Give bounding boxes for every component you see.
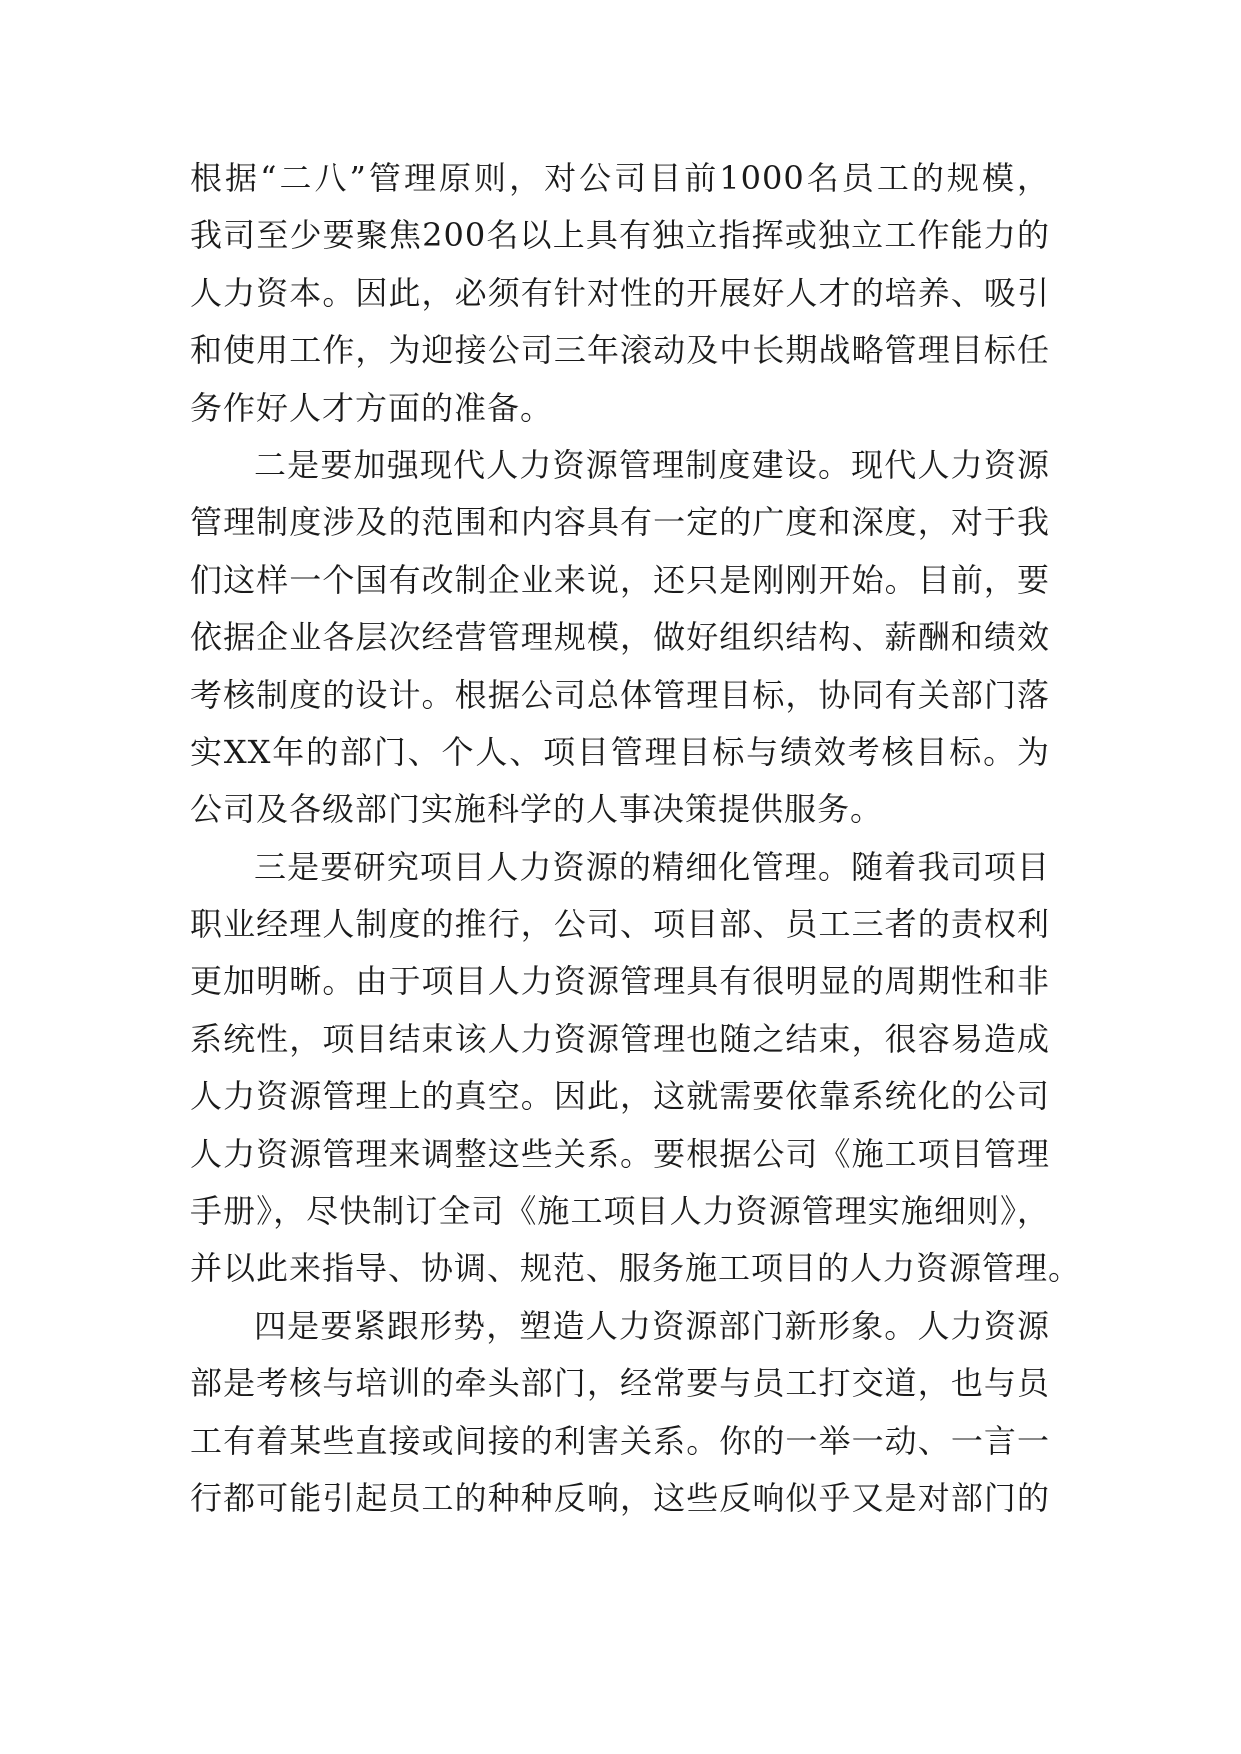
text-line: 工有着某些直接或间接的利害关系。你的一举一动、一言一 (190, 1421, 1050, 1460)
text-line: 二是要加强现代人力资源管理制度建设。现代人力资源 (254, 445, 1050, 484)
text-line: 更加明晰。由于项目人力资源管理具有很明显的周期性和非 (190, 962, 1050, 1001)
text-line: 根据“二八”管理原则，对公司目前1000名员工的规模， (190, 159, 1050, 197)
paragraph-3 (190, 839, 1082, 1298)
text-line: 人力资源管理来调整这些关系。要根据公司《施工项目管理 (190, 1134, 1050, 1173)
text-line: 们这样一个国有改制企业来说，还只是刚刚开始。目前，要 (190, 560, 1050, 599)
text-line: 我司至少要聚焦200名以上具有独立指挥或独立工作能力的 (190, 216, 1050, 255)
text-line: 并以此来指导、协调、规范、服务施工项目的人力资源管理。 (190, 1249, 1082, 1288)
document-body (190, 150, 1082, 1527)
text-line: 手册》，尽快制订全司《施工项目人力资源管理实施细则》， (190, 1192, 1050, 1231)
text-line: 管理制度涉及的范围和内容具有一定的广度和深度，对于我 (190, 503, 1050, 542)
text-line: 四是要紧跟形势，塑造人力资源部门新形象。人力资源 (254, 1306, 1050, 1345)
text-line: 公司及各级部门实施科学的人事决策提供服务。 (190, 790, 884, 829)
text-line: 职业经理人制度的推行，公司、项目部、员工三者的责权利 (190, 905, 1050, 944)
paragraph-4 (190, 1298, 1050, 1528)
text-line: 和使用工作，为迎接公司三年滚动及中长期战略管理目标任 (190, 331, 1050, 370)
text-line: 人力资源管理上的真空。因此，这就需要依靠系统化的公司 (190, 1077, 1050, 1116)
paragraph-1 (190, 150, 1050, 437)
paragraph-2 (190, 437, 1050, 839)
text-line: 系统性，项目结束该人力资源管理也随之结束，很容易造成 (190, 1019, 1050, 1058)
text-line: 三是要研究项目人力资源的精细化管理。随着我司项目 (254, 847, 1050, 886)
text-line: 实XX年的部门、个人、项目管理目标与绩效考核目标。为 (190, 732, 1050, 771)
text-line: 行都可能引起员工的种种反响，这些反响似乎又是对部门的 (190, 1478, 1050, 1517)
text-line: 部是考核与培训的牵头部门，经常要与员工打交道，也与员 (190, 1364, 1050, 1403)
text-line: 务作好人才方面的准备。 (190, 388, 554, 427)
text-line: 人力资本。因此，必须有针对性的开展好人才的培养、吸引 (190, 273, 1050, 312)
text-line: 依据企业各层次经营管理规模，做好组织结构、薪酬和绩效 (190, 618, 1050, 657)
text-line: 考核制度的设计。根据公司总体管理目标，协同有关部门落 (190, 675, 1050, 714)
